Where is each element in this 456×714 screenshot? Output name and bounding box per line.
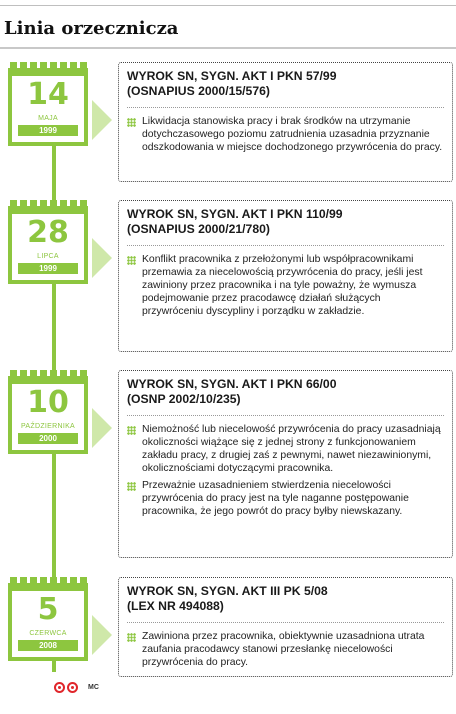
ruling-point: Niemożność lub niecelowość przywrócenia do pracy uzasadniają okoliczności wiążące się z jednej strony z funkcjonowaniem zakładu pracy, z drugiej zaś z pewnymi, nawet niezawinionymi, okolicznościami dotyczącymi pracownika. bbox=[127, 423, 444, 475]
ruling-box bbox=[118, 577, 453, 677]
calendar-date-icon bbox=[8, 370, 88, 454]
calendar-date-icon bbox=[8, 577, 88, 661]
dotted-separator bbox=[127, 415, 444, 416]
title-underline bbox=[0, 47, 456, 49]
ruling-box bbox=[118, 370, 453, 558]
date-month: LIPCA bbox=[37, 253, 59, 260]
date-day: 14 bbox=[27, 77, 69, 112]
dotted-bullet-icon bbox=[127, 482, 136, 491]
date-year: 1999 bbox=[18, 263, 78, 274]
dotted-bullet-icon bbox=[127, 118, 136, 127]
page-title: Linia orzecznicza bbox=[4, 18, 179, 39]
date-month: CZERWCA bbox=[29, 630, 67, 637]
chevron-right-icon bbox=[92, 408, 112, 448]
date-month: PAŹDZIERNIKA bbox=[20, 423, 76, 430]
dotted-bullet-icon bbox=[127, 426, 136, 435]
date-year: 1999 bbox=[18, 125, 78, 136]
date-day: 5 bbox=[37, 592, 59, 627]
ruling-title: WYROK SN, SYGN. AKT I PKN 110/99 (OSNAPIUS 2000/21/780) bbox=[127, 207, 343, 236]
dotted-bullet-icon bbox=[127, 256, 136, 265]
calendar-date-icon bbox=[8, 200, 88, 284]
publisher-logo-icon bbox=[54, 682, 78, 693]
ruling-title: WYROK SN, SYGN. AKT I PKN 57/99 (OSNAPIUS 2000/15/576) bbox=[127, 69, 337, 98]
dotted-separator bbox=[127, 622, 444, 623]
date-year: 2008 bbox=[18, 640, 78, 651]
ruling-point: Zawiniona przez pracownika, obiektywnie uzasadniona utrata zaufania pracodawcy stanowi przesłankę niecelowości przywrócenia do pracy. bbox=[127, 630, 444, 669]
ruling-title: WYROK SN, SYGN. AKT I PKN 66/00 (OSNP 2002/10/235) bbox=[127, 377, 337, 406]
ruling-point: Przeważnie uzasadnieniem stwierdzenia niecelowości przywrócenia do pracy jest na tyle naganne postępowanie pracownika, że jego powrót do pracy byłby niewskazany. bbox=[127, 479, 444, 518]
ruling-point: Likwidacja stanowiska pracy i brak środków na utrzymanie dotychczasowego poziomu zatrudnienia uzasadnia przyznanie odszkodowania w miejsce dochodzonego przywrócenia do pracy. bbox=[127, 115, 444, 154]
date-month: MAJA bbox=[38, 115, 58, 122]
ruling-box bbox=[118, 200, 453, 352]
date-year: 2000 bbox=[18, 433, 78, 444]
dotted-separator bbox=[127, 107, 444, 108]
top-rule bbox=[0, 5, 456, 6]
chevron-right-icon bbox=[92, 100, 112, 140]
ruling-box bbox=[118, 62, 453, 182]
dotted-separator bbox=[127, 245, 444, 246]
author-initials: MC bbox=[88, 684, 99, 691]
chevron-right-icon bbox=[92, 615, 112, 655]
ruling-title: WYROK SN, SYGN. AKT III PK 5/08 (LEX NR 494088) bbox=[127, 584, 328, 613]
ruling-point: Konflikt pracownika z przełożonymi lub współpracownikami przemawia za niecelowością przywrócenia do pracy, jeśli jest zawiniony przez pracownika i na tyle poważny, że wymusza podejmowanie przez pracodawcę działań służących przywróceniu dyscypliny i porządku w zakładzie. bbox=[127, 253, 444, 318]
date-day: 28 bbox=[27, 215, 69, 250]
chevron-right-icon bbox=[92, 238, 112, 278]
dotted-bullet-icon bbox=[127, 633, 136, 642]
calendar-date-icon bbox=[8, 62, 88, 146]
date-day: 10 bbox=[27, 385, 69, 420]
